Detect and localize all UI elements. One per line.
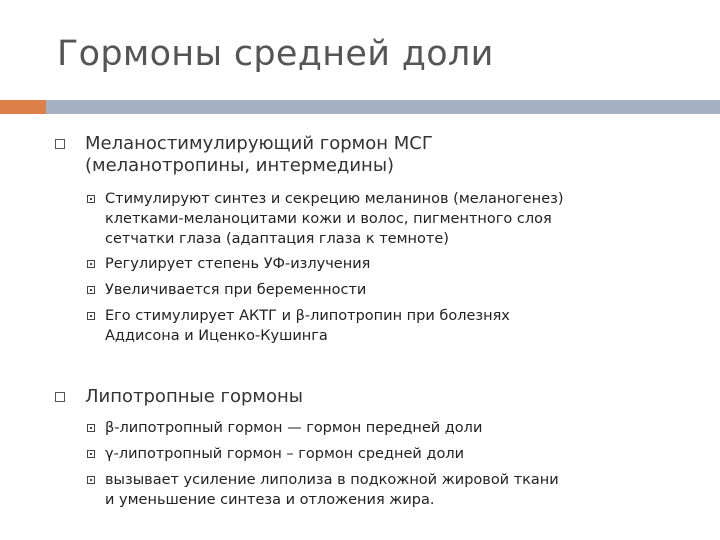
bullet-text: Стимулируют синтез и секрецию меланинов (меланогенез) [105, 191, 564, 207]
square-bullet-icon [87, 260, 95, 268]
square-bullet-icon [87, 424, 95, 432]
bullet-text: γ-липотропный гормон – гормон средней доли [105, 446, 465, 462]
bullet-text: Регулирует степень УФ-излучения [105, 256, 371, 272]
section-heading-line: Меланостимулирующий гормон МСГ [85, 133, 433, 154]
square-bullet-icon [87, 450, 95, 458]
bullet-text: Его стимулирует АКТГ и β-липотропин при болезнях [105, 308, 510, 324]
bullet-text: и уменьшение синтеза и отложения жира. [105, 492, 435, 508]
square-bullet-icon [87, 195, 95, 203]
square-bullet-icon [87, 286, 95, 294]
section-heading-line: (меланотропины, интермедины) [85, 155, 395, 176]
bullet-text: клетками-меланоцитами кожи и волос, пигментного слоя [105, 211, 552, 227]
square-bullet-icon [87, 312, 95, 320]
checkbox-bullet-icon [55, 139, 65, 149]
bullet-text: β-липотропный гормон — гормон передней доли [105, 420, 483, 436]
checkbox-bullet-icon [55, 392, 65, 402]
bullet-text: вызывает усиление липолиза в подкожной жировой ткани [105, 472, 559, 488]
bullet-text: Увеличивается при беременности [105, 282, 367, 298]
square-bullet-icon [87, 476, 95, 484]
bullet-text: сетчатки глаза (адаптация глаза к темноте) [105, 231, 449, 247]
section-heading-line: Липотропные гормоны [85, 386, 303, 407]
slide-title: Гормоны средней доли [57, 34, 494, 74]
bullet-text: Аддисона и Иценко-Кушинга [105, 328, 328, 344]
